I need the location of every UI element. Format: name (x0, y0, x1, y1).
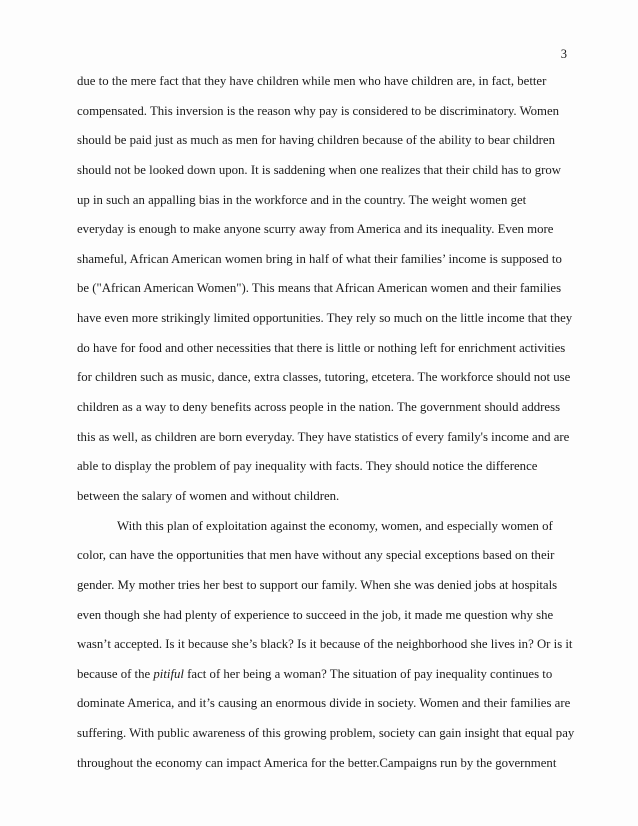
text-line: have even more strikingly limited opportunities. They rely so much on the little income that they (77, 311, 573, 326)
text-line: throughout the economy can impact America for the better.Campaigns run by the government (77, 755, 557, 770)
text-line: due to the mere fact that they have children while men who have children are, in fact, better (77, 74, 547, 88)
text-line: children as a way to deny benefits across people in the nation. The government should address (77, 400, 561, 415)
text-line: everyday is enough to make anyone scurry away from America and its inequality. Even more (77, 222, 554, 237)
text-line: compensated. This inversion is the reason why pay is considered to be discriminatory. Women (77, 103, 560, 118)
text-line: color, can have the opportunities that men have without any special exceptions based on their (77, 548, 555, 563)
page-number: 3 (560, 47, 567, 61)
paragraph-first-line: With this plan of exploitation against the economy, women, and especially women of (117, 518, 553, 533)
text-line: gender. My mother tries her best to support our family. When she was denied jobs at hospitals (77, 577, 558, 592)
text-line: suffering. With public awareness of this growing problem, society can gain insight that equal pay (77, 726, 575, 741)
italic-word: pitiful (153, 666, 184, 681)
text-line: do have for food and other necessities that there is little or nothing left for enrichment activities (77, 340, 566, 355)
text-line: even though she had plenty of experience to succeed in the job, it made me question why she (77, 607, 554, 622)
text-line: between the salary of women and without children. (77, 488, 340, 503)
text-line: this as well, as children are born everyday. They have statistics of every family's income and are (77, 429, 570, 444)
text-line: should not be looked down upon. It is saddening when one realizes that their child has to grow (77, 162, 562, 177)
essay-body (77, 67, 575, 778)
text-line: able to display the problem of pay inequality with facts. They should notice the difference (77, 459, 538, 474)
text-line: up in such an appalling bias in the workforce and in the country. The weight women get (77, 192, 527, 207)
text-line: shameful, African American women bring in half of what their families’ income is supposed to (77, 251, 562, 266)
text-line-with-emphasis (77, 660, 567, 690)
text-line: wasn’t accepted. Is it because she’s black? Is it because of the neighborhood she lives in? Or is it (77, 637, 573, 652)
text-line: be ("African American Women"). This means that African American women and their families (77, 281, 562, 296)
text-line: dominate America, and it’s causing an enormous divide in society. Women and their families are (77, 696, 571, 711)
text-line: for children such as music, dance, extra classes, tutoring, etcetera. The workforce should not use (77, 370, 571, 385)
text-segment: because of the (77, 666, 154, 681)
text-line: should be paid just as much as men for having children because of the ability to bear children (77, 133, 555, 148)
text-segment: fact of her being a woman? The situation of pay inequality continues to (183, 666, 553, 681)
